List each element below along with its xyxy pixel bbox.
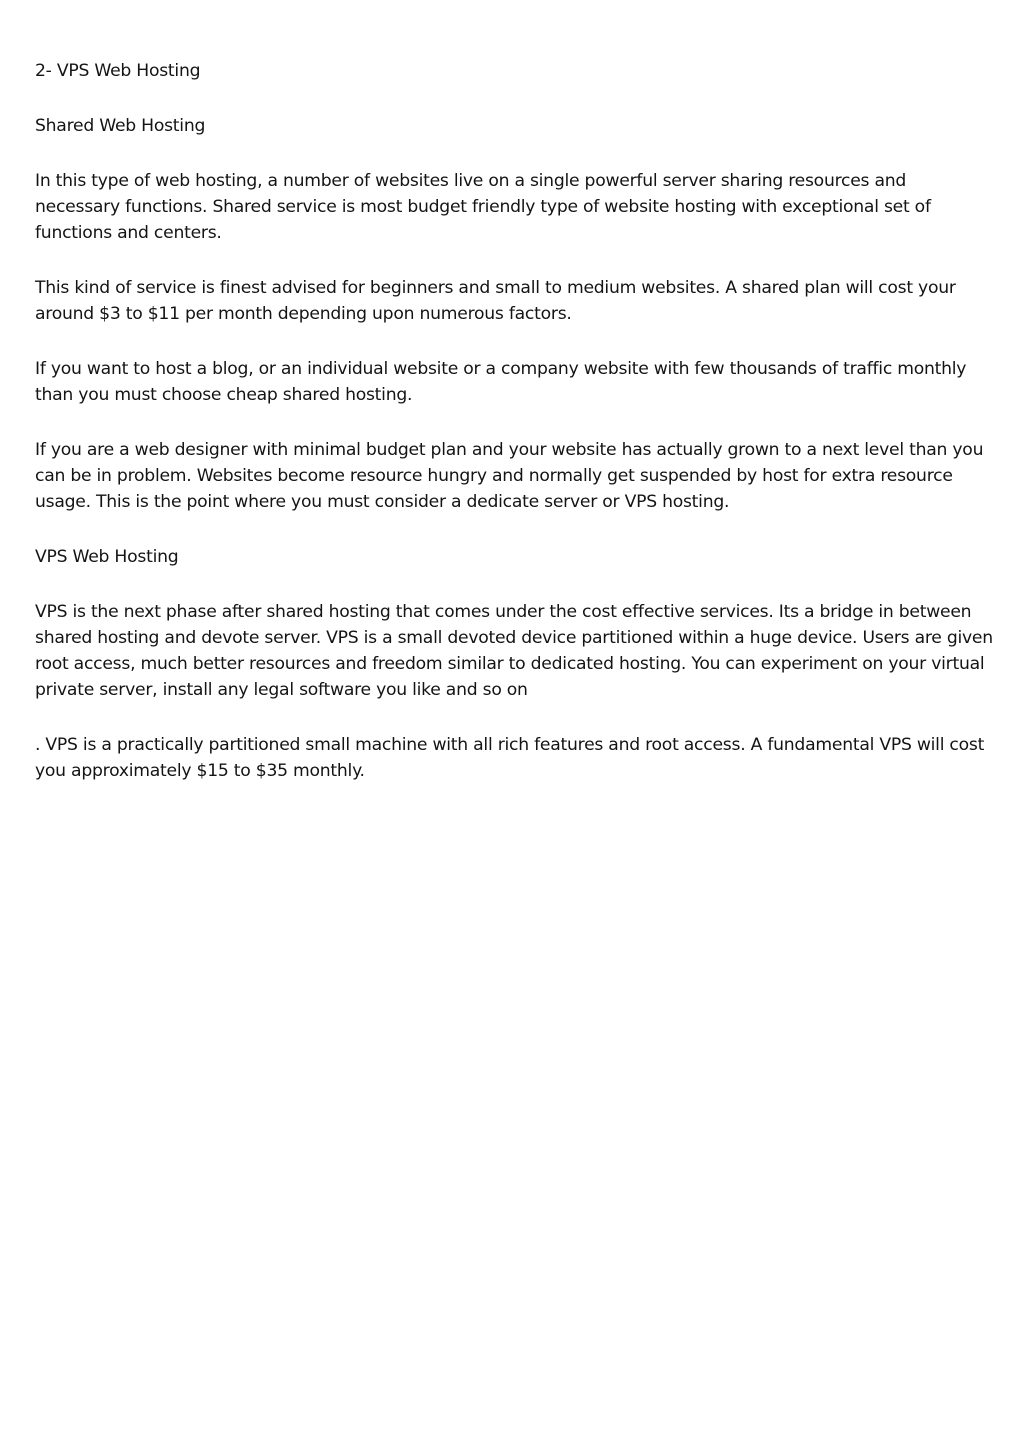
paragraph: . VPS is a practically partitioned small machine with all rich features and root access. A fundamental VPS will cost you approximately $15 to $35 monthly. [35, 735, 985, 781]
section-heading: 2- VPS Web Hosting [35, 61, 201, 81]
paragraph: If you are a web designer with minimal budget plan and your website has actually grown to a next level than you can be in problem. Websites become resource hungry and normally get suspended by host for extra resource usage. This is the point where you must consider a dedicate server or VPS hosting. [35, 440, 984, 512]
subheading-shared-hosting: Shared Web Hosting [35, 116, 206, 136]
paragraph: This kind of service is finest advised for beginners and small to medium websites. A shared plan will cost your around $3 to $11 per month depending upon numerous factors. [35, 278, 956, 324]
document-page [35, 58, 995, 813]
paragraph: If you want to host a blog, or an individual website or a company website with few thousands of traffic monthly than you must choose cheap shared hosting. [35, 359, 967, 405]
paragraph: In this type of web hosting, a number of websites live on a single powerful server sharing resources and necessary functions. Shared service is most budget friendly type of website hosting with exceptional set of functions and centers. [35, 171, 931, 243]
paragraph: VPS is the next phase after shared hosting that comes under the cost effective services. Its a bridge in between shared hosting and devote server. VPS is a small devoted device partitioned within a huge device. Users are given root access, much better resources and freedom similar to dedicated hosting. You can experiment on your virtual private server, install any legal software you like and so on [35, 602, 993, 700]
subheading-vps-hosting: VPS Web Hosting [35, 547, 179, 567]
